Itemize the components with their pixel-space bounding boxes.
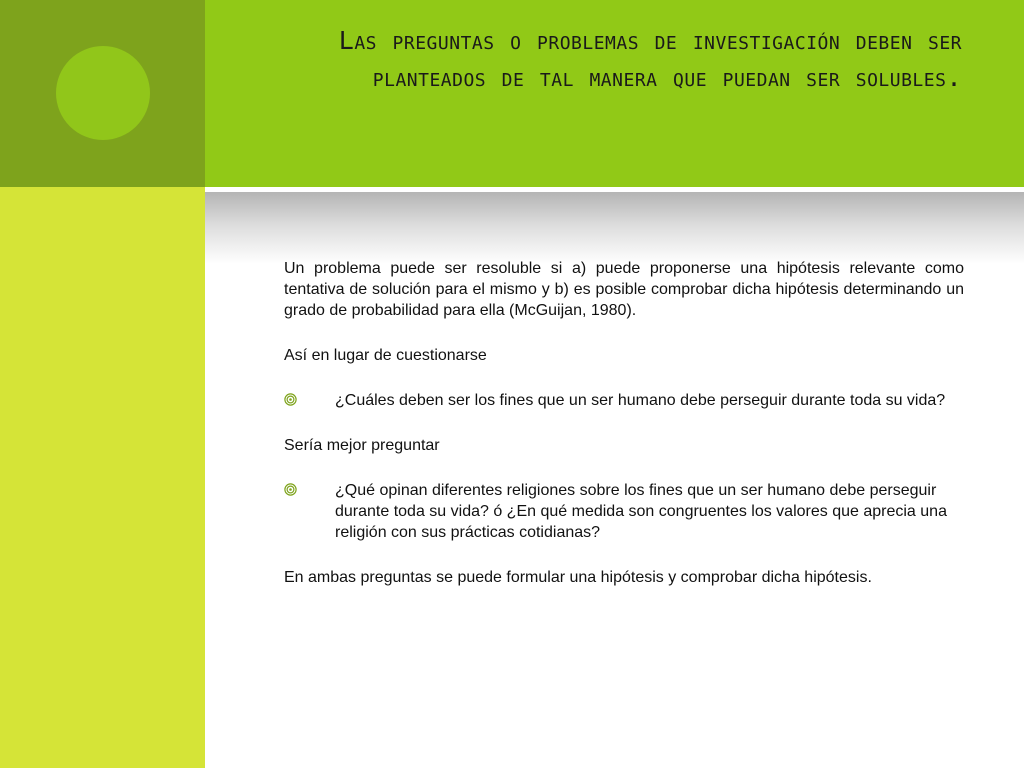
concentric-circle-bullet-icon [284,393,297,406]
bullet-item-second [284,480,964,543]
sidebar-bottom-block [0,187,205,768]
gradient-band [205,192,1024,264]
instead-paragraph: Así en lugar de cuestionarse [284,347,487,364]
concentric-circle-bullet-icon [284,483,297,496]
slide-title: Las preguntas o problemas de investigación deben ser planteados de tal manera que puedan ser solubles. [338,26,962,92]
sidebar-top-block [0,0,205,187]
slide-body [284,258,964,612]
better-paragraph: Sería mejor preguntar [284,437,440,454]
bullet-text-second: ¿Qué opinan diferentes religiones sobre los fines que un ser humano debe perseguir durante toda su vida? ó ¿En qué medida son congruentes los valores que aprecia una religión con sus prácticas cotidianas? [335,482,947,541]
conclusion-paragraph: En ambas preguntas se puede formular una hipótesis y comprobar dicha hipótesis. [284,569,872,586]
intro-paragraph: Un problema puede ser resoluble si a) puede proponerse una hipótesis relevante como tentativa de solución para el mismo y b) es posible comprobar dicha hipótesis determinando un grado de probabilidad para ella (McGuijan, 1980). [284,260,964,319]
decorative-circle [56,46,150,140]
bullet-item-first [284,390,964,411]
bullet-text-first: ¿Cuáles deben ser los fines que un ser humano debe perseguir durante toda su vida? [335,392,946,409]
